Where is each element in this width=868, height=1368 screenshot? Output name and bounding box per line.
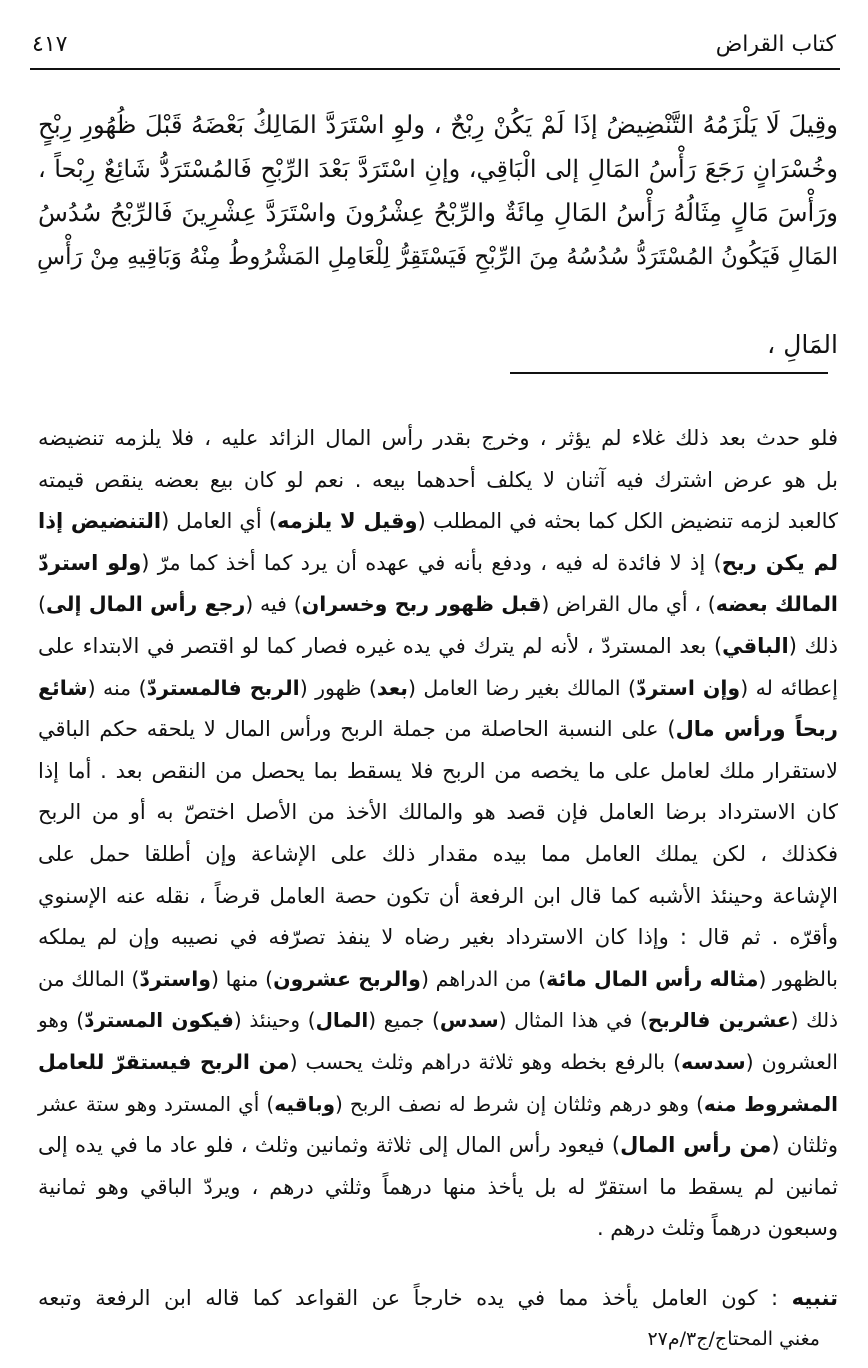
commentary-segment: ) من الدراهم ( [420,966,547,991]
commentary-segment: ) في هذا المثال ( [498,1008,648,1033]
quoted-matn: فيكون المستردّ [84,1008,234,1033]
quoted-matn: المشروط منه [703,1091,838,1116]
quoted-matn: المال [315,1008,369,1033]
commentary-line [38,837,838,871]
commentary-segment: ) وهو [38,1008,85,1033]
commentary-segment: ) فيعود رأس المال إلى ثلاثة وثمانين وثلث ، فلو عاد ما في يده إلى [38,1133,621,1158]
commentary-segment: كان الاسترداد برضا العامل فإن قصد هو والمالك الأخذ من الأصل اختصّ به أو من الربح [38,800,838,825]
quoted-matn: وباقيه [274,1091,336,1116]
commentary-segment: ) ظهور ( [299,675,377,700]
commentary-segment: ) فيه ( [245,592,302,617]
quoted-matn: شائع [38,675,88,700]
commentary-segment: ) [38,592,46,617]
quoted-matn: واستردّ [139,966,211,991]
quoted-matn: مثاله رأس المال مائة [546,966,759,991]
quoted-matn: سدس [439,1008,499,1033]
commentary-line [38,962,838,996]
commentary-segment: وأقرّه . ثم قال : وإذا كان الاسترداد بغير رضاه لا ينفذ تصرّفه في نصيبه وإن لم يملكه [38,925,838,950]
commentary-line [38,421,838,455]
commentary-segment: ) ، أي مال القراض ( [541,592,716,617]
quoted-matn: قبل ظهور ربح وخسران [301,592,542,617]
matn-line: وخُسْرَانٍ رَجَعَ رَأْسُ المَالِ إلى الْبَاقِي، وإنِ اسْتَرَدَّ بَعْدَ الرِّبْحِ فَالمُسْتَرَدُّ شَائِعٌ رِبْحاً ، [38,155,838,183]
commentary-line [38,1211,838,1245]
quoted-matn: وإن استردّ [636,675,741,700]
commentary-segment: إعطائه له ( [740,675,839,700]
commentary-line [38,1003,838,1037]
commentary-segment: ) على النسبة الحاصلة من جملة الربح ورأس المال لا يلحقه حكم الباقي [38,717,676,742]
commentary-segment: ) المالك بغير رضا العامل ( [407,675,637,700]
commentary-segment: وسبعون درهماً وثلث درهم . [596,1216,838,1241]
quoted-matn: لم يكن ربح [721,550,838,575]
matn-line: ورَأْسَ مَالٍ مِثَالُهُ رَأْسُ المَالِ مِائَةٌ والرِّبْحُ عِشْرُونَ واسْتَرَدَّ عِشْرِينَ فَالرِّبْحُ سُدُسُ [38,198,838,227]
quoted-matn: رجع رأس المال إلى [46,592,246,617]
commentary-line [38,587,838,621]
commentary-segment: ) بعد المستردّ ، لأنه لم يترك في يده غيره فصار كما لو اقتصر في الابتداء على [38,634,723,658]
header-rule [30,68,840,70]
commentary-segment: كالعبد لزمه تنضيض الكل كما بحثه في المطلب ( [417,509,838,534]
commentary-segment: وثلثان ( [771,1133,838,1158]
quoted-matn: التنضيض إذا [38,509,162,534]
commentary-line [38,1170,838,1204]
matn-line: وقِيلَ لَا يَلْزَمُهُ التَّنْضِيضُ إذَا لَمْ يَكُنْ رِبْحٌ ، ولوِ اسْتَرَدَّ المَالِكُ بَعْضَهُ قَبْلَ ظُهُورِ رِبْحٍ [38,110,838,139]
commentary-segment: ) أي العامل ( [161,509,278,534]
matn-line: المَالِ ، [767,330,838,359]
commentary-segment: ثمانين لم يسقط ما استقرّ له بل يأخذ منها درهماً وثلثي درهم ، ويردّ الباقي وهو ثمانية [38,1174,838,1199]
commentary-line [38,546,838,580]
commentary-segment: الإشاعة وحينئذ الأشبه كما قال ابن الرفعة أن تكون حصة العامل قرضاً ، نقله عنه الإسنوي [38,883,838,908]
quoted-matn: والربح عشرون [273,966,421,991]
quoted-matn: الربح فالمستردّ [146,675,300,700]
commentary-segment: فكذلك ، لكن يملك العامل مما بيده مقدار ذلك على الإشاعة وإن أطلقا حمل على [38,842,838,866]
commentary-segment: ) منه ( [87,675,147,700]
quoted-matn: المالك بعضه [715,592,838,617]
chapter-title: كتاب القراض [715,32,836,57]
commentary-line [38,879,838,913]
commentary-line [38,1045,838,1079]
commentary-segment: لاستقرار ملك لعامل على ما يخصه من الربح فلا يسقط بما يحصل من النقص بعد . أما إذا [38,758,838,783]
commentary-line [38,1087,838,1121]
commentary-line [38,1281,838,1315]
quoted-matn: سدسه [681,1050,746,1074]
commentary-segment: بل هو عرض اشترك فيه آثنان لا يكلف أحدهما بيعه . نعم لو كان بيع بعضه ينقص قيمته [38,467,838,492]
commentary-line [38,920,838,954]
quoted-matn: من رأس المال [620,1133,772,1158]
commentary-line [38,504,838,538]
quoted-matn: تنبيه [791,1286,838,1310]
commentary-segment: : كون العامل يأخذ مما في يده خارجاً عن القواعد كما قاله ابن الرفعة وتبعه [38,1286,792,1310]
quoted-matn: عشرين فالربح [647,1008,791,1033]
quoted-matn: بعد [376,675,408,700]
quoted-matn: ولو استردّ [38,550,142,575]
commentary-line [38,1128,838,1162]
commentary-segment: ) أي المسترد وهو ستة عشر [38,1091,275,1116]
commentary-line [38,795,838,829]
commentary-segment: ) بالرفع بخطه وهو ثلاثة دراهم وثلث يحسب ( [289,1050,682,1074]
footnote-separator [510,372,828,374]
matn-line: المَالِ فَيَكُونُ المُسْتَرَدُّ سُدُسُهُ مِنَ الرِّبْحِ فَيَسْتَقِرُّ لِلْعَامِلِ المَشْرُوطُ مِنْهُ وَبَاقِيهِ مِنْ رَأْسِ [37,244,838,270]
quoted-matn: من الربح فيستقرّ للعامل [38,1050,290,1074]
commentary-line [38,712,838,746]
commentary-segment: ) وحينئذ ( [233,1008,316,1033]
commentary-line [38,754,838,788]
commentary-segment: ) إذ لا فائدة له فيه ، ودفع بأنه في عهده أن يرد كما أخذ كما مرّ ( [141,550,722,575]
commentary-segment: ) وهو درهم وثلثان إن شرط له نصف الربح ( [335,1091,704,1116]
commentary-line [38,463,838,497]
commentary-segment: ) جميع ( [368,1008,440,1033]
commentary-line [38,629,838,663]
page-number: ٤١٧ [32,32,68,57]
commentary-segment: ) المالك من [38,966,140,991]
quoted-matn: ربحاً ورأس مال [675,717,838,742]
commentary-segment: فلو حدث بعد ذلك غلاء لم يؤثر ، وخرج بقدر رأس المال الزائد عليه ، فلا يلزمه تنضيضه [38,426,838,450]
quoted-matn: وقيل لا يلزمه [277,509,418,534]
commentary-segment: ذلك ( [790,1008,839,1033]
commentary-segment: ) منها ( [211,966,274,991]
commentary-segment: بالظهور ( [758,966,839,991]
signature-mark: مغني المحتاج/ج٣/م٢٧ [647,1328,820,1350]
quoted-matn: الباقي [722,634,789,658]
commentary-segment: العشرون ( [745,1050,838,1074]
commentary-segment: ذلك ( [788,634,838,658]
commentary-line [38,671,838,705]
